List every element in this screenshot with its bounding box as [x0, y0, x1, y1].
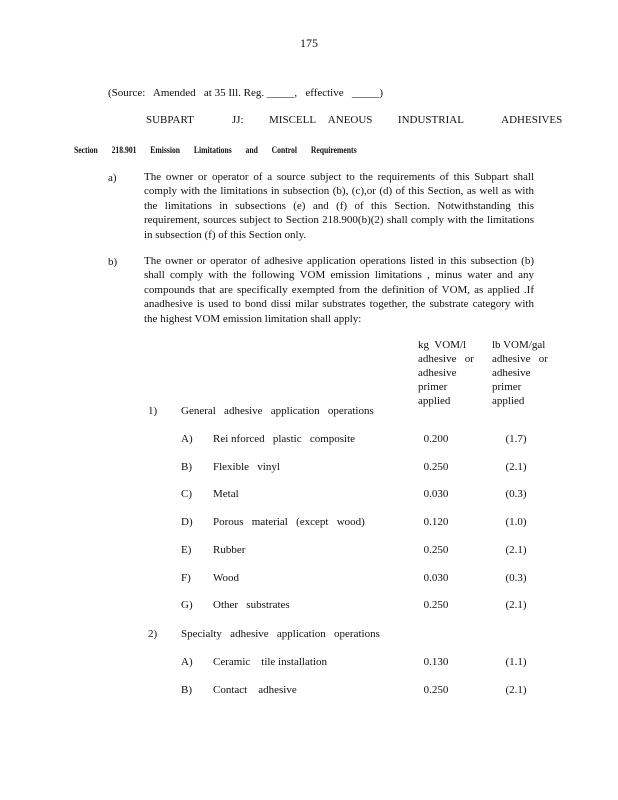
subpart-title: SUBPART JJ: MISCELL ANEOUS INDUSTRIAL ADHESIVES: [146, 114, 563, 126]
para-b-marker: b): [108, 256, 118, 268]
kg-value: 0.250: [423, 599, 449, 611]
lb-value: (2.1): [505, 544, 527, 556]
lb-value: (1.7): [505, 433, 527, 445]
row-letter: D): [181, 516, 193, 528]
kg-header-line: adhesive or: [418, 353, 474, 365]
substrate-name: Porous material (except wood): [213, 516, 365, 528]
lb-value: (2.1): [505, 599, 527, 611]
lb-header-line: adhesive: [492, 367, 531, 379]
row-letter: A): [181, 656, 193, 668]
row-letter: F): [181, 572, 191, 584]
kg-value: 0.250: [423, 544, 449, 556]
group-number: 2): [148, 628, 158, 640]
kg-header-line: kg VOM/l: [418, 339, 467, 351]
kg-value: 0.120: [423, 516, 449, 528]
kg-value: 0.130: [423, 656, 449, 668]
lb-value: (2.1): [505, 684, 527, 696]
substrate-name: Other substrates: [213, 599, 290, 611]
lb-header-line: applied: [492, 395, 525, 407]
lb-value: (2.1): [505, 461, 527, 473]
kg-value: 0.030: [423, 488, 449, 500]
kg-header-line: applied: [418, 395, 451, 407]
row-letter: C): [181, 488, 192, 500]
kg-header-line: primer: [418, 381, 448, 393]
kg-value: 0.200: [423, 433, 449, 445]
lb-value: (0.3): [505, 488, 527, 500]
page-number: 175: [300, 36, 318, 50]
substrate-name: Metal: [213, 488, 239, 500]
para-a-text: The owner or operator of a source subject to the requirements of this Subpart shall comply with the limitations in subsection (b), (c),or (d) of this Section, as well as with the limitations in subsections (e) and (f) of this Section. Notwithstanding this requirement, sources subject to Section 218.900(b)(2) shall comply with the limitations in subsection (f) of this Section only.: [144, 171, 534, 241]
substrate-name: Contact adhesive: [213, 684, 297, 696]
kg-column-header: [418, 338, 474, 408]
source-note: (Source: Amended at 35 Ill. Reg. _____, effective _____): [108, 87, 384, 99]
kg-value: 0.250: [423, 461, 449, 473]
lb-header-line: adhesive or: [492, 353, 548, 365]
row-letter: E): [181, 544, 192, 556]
group-title: General adhesive application operations: [181, 405, 374, 417]
kg-value: 0.250: [423, 684, 449, 696]
substrate-name: Rubber: [213, 544, 246, 556]
lb-column-header: [492, 338, 548, 408]
kg-header-line: adhesive: [418, 367, 457, 379]
substrate-name: Wood: [213, 572, 240, 584]
group-number: 1): [148, 405, 158, 417]
lb-header-line: primer: [492, 381, 522, 393]
substrate-name: Ceramic tile installation: [213, 656, 327, 668]
lb-value: (1.1): [505, 656, 527, 668]
row-letter: A): [181, 433, 193, 445]
lb-value: (0.3): [505, 572, 527, 584]
group-title: Specialty adhesive application operations: [181, 628, 380, 640]
substrate-name: Rei nforced plastic composite: [213, 433, 356, 445]
para-b-text: The owner or operator of adhesive application operations listed in this subsection (b) shall comply with the following VOM emission limitations , minus water and any compounds that are specifically exempted from the definition of VOM, as applied .If anadhesive is used to bond dissi milar substrates together, the substrate category with the highest VOM emission limitation shall apply:: [144, 255, 534, 325]
lb-header-line: lb VOM/gal: [492, 339, 546, 351]
section-heading: Section 218.901 Emission Limitations and Control Requirements: [74, 145, 357, 155]
para-a-marker: a): [108, 172, 117, 184]
row-letter: G): [181, 599, 193, 611]
row-letter: B): [181, 461, 192, 473]
lb-value: (1.0): [505, 516, 527, 528]
kg-value: 0.030: [423, 572, 449, 584]
substrate-name: Flexible vinyl: [213, 461, 280, 473]
row-letter: B): [181, 684, 192, 696]
